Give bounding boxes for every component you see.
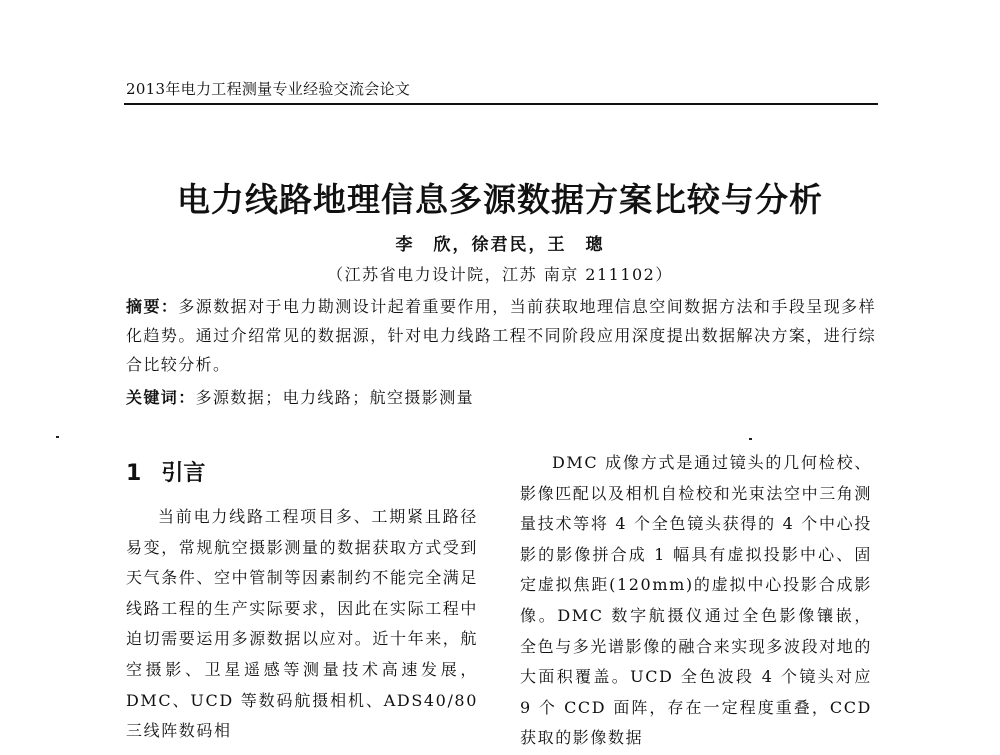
right-column [520,448,872,754]
running-header: 2013年电力工程测量专业经验交流会论文 [126,80,411,98]
scan-speck [56,436,59,438]
section-heading [126,456,205,487]
left-column-paragraph: 当前电力线路工程项目多、工期紧且路径易变，常规航空摄影测量的数据获取方式受到天气条件、空中管制等因素制约不能完全满足线路工程的生产实际要求，因此在实际工程中迫切需要运用多源数据以应对。近十年来，航空摄影、卫星遥感等测量技术高速发展，DMC、UCD 等数码航摄相机、ADS40/80 三线阵数码相 [126,507,479,741]
section-number: 1 [126,461,142,486]
abstract [126,292,876,379]
right-column-paragraph: DMC 成像方式是通过镜头的几何检校、影像匹配以及相机自检校和光束法空中三角测量技术等将 4 个全色镜头获得的 4 个中心投影的影像拼合成 1 幅具有虚拟投影中心、固定虚拟焦距(120mm)的虚拟中心投影合成影像。DMC 数字航摄仪通过全色影像镶嵌，全色与多光谱影像的融合来实现多波段对地的大面积覆盖。UCD 全色波段 4 个镜头对应 9 个 CCD 面阵，存在一定程度重叠，CCD 获取的影像数据 [520,453,873,748]
paper-affiliation: （江苏省电力设计院，江苏 南京 211102） [327,265,673,284]
paper-authors: 李 欣，徐君民，王 璁 [395,235,605,255]
section-title: 引言 [161,461,206,486]
header-rule [124,103,878,105]
scan-speck [749,438,752,440]
paper-title: 电力线路地理信息多源数据方案比较与分析 [177,180,823,219]
keywords-text: 多源数据；电力线路；航空摄影测量 [195,388,475,407]
left-column [126,502,478,747]
keywords-label: 关键词： [126,388,196,407]
keywords [126,385,876,408]
abstract-text: 多源数据对于电力勘测设计起着重要作用，当前获取地理信息空间数据方法和手段呈现多样化趋势。通过介绍常见的数据源，针对电力线路工程不同阶段应用深度提出数据解决方案，进行综合比较分析。 [126,297,876,374]
abstract-label: 摘要： [126,297,179,316]
